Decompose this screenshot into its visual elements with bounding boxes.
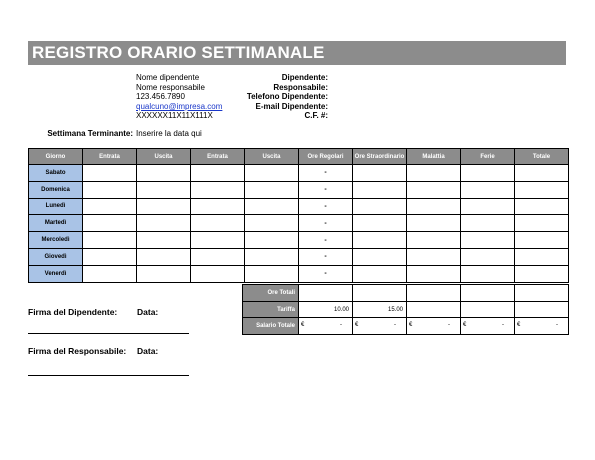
currency-symbol: € (409, 322, 413, 329)
cell-ore-straordinario[interactable] (353, 232, 407, 249)
amount-dash: - (556, 322, 558, 329)
cell-totale[interactable] (515, 232, 569, 249)
cell-uscita[interactable] (245, 181, 299, 198)
cell-ore-straordinario[interactable] (353, 248, 407, 265)
page-title: REGISTRO ORARIO SETTIMANALE (32, 43, 325, 62)
employee-phone[interactable]: 123.456.7890 (136, 92, 185, 102)
cell-uscita[interactable] (245, 232, 299, 249)
cell-ferie[interactable] (461, 198, 515, 215)
tariffa-malattia[interactable] (407, 301, 461, 318)
cell-entrata[interactable] (83, 165, 137, 182)
cell-ferie[interactable] (461, 181, 515, 198)
cell-uscita[interactable] (245, 265, 299, 282)
tariffa-totale[interactable] (515, 301, 569, 318)
cell-uscita[interactable] (137, 248, 191, 265)
totals-row-ore (243, 285, 569, 302)
cell-uscita[interactable] (137, 198, 191, 215)
manager-signature-line[interactable] (28, 375, 189, 376)
cell-entrata[interactable] (83, 248, 137, 265)
info-label: C.F. #: (304, 111, 328, 121)
cell-ferie[interactable] (461, 215, 515, 232)
day-label: Mercoledì (29, 232, 83, 249)
table-row (29, 165, 569, 182)
cell-ferie[interactable] (461, 265, 515, 282)
cell-ore-straordinario[interactable] (353, 265, 407, 282)
col-header: Entrata (191, 149, 245, 165)
cell-entrata[interactable] (83, 181, 137, 198)
employee-email-link[interactable]: qualcuno@impresa.com (136, 101, 223, 111)
cell-malattia[interactable] (407, 165, 461, 182)
salario-straordinario[interactable] (353, 318, 407, 335)
currency-symbol: € (355, 322, 359, 329)
cell-malattia[interactable] (407, 215, 461, 232)
cell-totale[interactable] (515, 181, 569, 198)
cell-entrata[interactable] (83, 265, 137, 282)
currency-symbol: € (463, 322, 467, 329)
cell-totale[interactable] (515, 215, 569, 232)
ore-totali-label: Ore Totali (243, 285, 299, 302)
cell-totale[interactable] (515, 165, 569, 182)
ore-totali-straordinario[interactable] (353, 285, 407, 302)
cell-entrata[interactable] (83, 198, 137, 215)
col-header: Ore Straordinario (353, 149, 407, 165)
cell-malattia[interactable] (407, 265, 461, 282)
cell-ore-straordinario[interactable] (353, 215, 407, 232)
tax-code[interactable]: XXXXXX11X11X111X (136, 111, 213, 121)
cell-ore-straordinario[interactable] (353, 165, 407, 182)
ore-totali-regolari[interactable] (299, 285, 353, 302)
info-row-cf (28, 111, 328, 121)
manager-signature-label: Firma del Responsabile: (28, 346, 127, 356)
cell-entrata[interactable] (83, 215, 137, 232)
table-row (29, 198, 569, 215)
cell-entrata[interactable] (191, 181, 245, 198)
cell-entrata[interactable] (83, 232, 137, 249)
cell-ferie[interactable] (461, 165, 515, 182)
cell-ore-regolari[interactable]: - (299, 198, 353, 215)
cell-entrata[interactable] (191, 215, 245, 232)
day-label: Lunedì (29, 198, 83, 215)
cell-malattia[interactable] (407, 181, 461, 198)
manager-name[interactable]: Nome responsabile (136, 82, 205, 92)
col-header: Uscita (245, 149, 299, 165)
cell-malattia[interactable] (407, 248, 461, 265)
cell-malattia[interactable] (407, 232, 461, 249)
cell-uscita[interactable] (137, 181, 191, 198)
day-label: Giovedì (29, 248, 83, 265)
title-bar (28, 41, 566, 65)
day-label: Venerdì (29, 265, 83, 282)
cell-totale[interactable] (515, 265, 569, 282)
tariffa-straordinario[interactable]: 15.00 (353, 301, 407, 318)
tariffa-regolari[interactable]: 10.00 (299, 301, 353, 318)
info-row-email (28, 102, 328, 112)
info-label: Dipendente: (281, 73, 328, 82)
salario-ferie[interactable] (461, 318, 515, 335)
table-row (29, 232, 569, 249)
manager-date-label: Data: (137, 346, 159, 356)
cell-totale[interactable] (515, 198, 569, 215)
cell-ore-regolari[interactable]: - (299, 165, 353, 182)
employee-name[interactable]: Nome dipendente (136, 73, 200, 82)
amount-dash: - (502, 322, 504, 329)
cell-entrata[interactable] (191, 165, 245, 182)
cell-uscita[interactable] (137, 165, 191, 182)
table-row (29, 265, 569, 282)
ore-totali-malattia[interactable] (407, 285, 461, 302)
cell-ore-regolari[interactable]: - (299, 232, 353, 249)
cell-ore-straordinario[interactable] (353, 198, 407, 215)
cell-entrata[interactable] (191, 248, 245, 265)
cell-totale[interactable] (515, 248, 569, 265)
cell-uscita[interactable] (245, 165, 299, 182)
cell-ore-regolari[interactable]: - (299, 181, 353, 198)
info-row-telefono (28, 92, 328, 102)
amount-dash: - (340, 322, 342, 329)
cell-ore-regolari[interactable]: - (299, 215, 353, 232)
info-row-responsabile (28, 83, 328, 93)
col-header: Totale (515, 149, 569, 165)
info-row-dipendente (28, 73, 328, 83)
col-header: Ferie (461, 149, 515, 165)
totals-row-salario (243, 318, 569, 335)
cell-entrata[interactable] (191, 232, 245, 249)
employee-info (28, 73, 328, 121)
cell-ore-straordinario[interactable] (353, 181, 407, 198)
day-label: Sabato (29, 165, 83, 182)
table-row (29, 215, 569, 232)
cell-uscita[interactable] (137, 232, 191, 249)
col-header: Giorno (29, 149, 83, 165)
table-header-row (29, 149, 569, 165)
table-row (29, 248, 569, 265)
cell-uscita[interactable] (137, 215, 191, 232)
cell-ore-regolari[interactable]: - (299, 248, 353, 265)
ore-totali-ferie[interactable] (461, 285, 515, 302)
day-label: Domenica (29, 181, 83, 198)
employee-signature-label: Firma del Dipendente: (28, 307, 118, 317)
cell-uscita[interactable] (245, 248, 299, 265)
day-label: Martedì (29, 215, 83, 232)
cell-entrata[interactable] (191, 265, 245, 282)
amount-dash: - (448, 322, 450, 329)
cell-entrata[interactable] (191, 198, 245, 215)
cell-malattia[interactable] (407, 198, 461, 215)
totals-table (242, 284, 569, 335)
currency-symbol: € (517, 322, 521, 329)
employee-signature-line[interactable] (28, 333, 189, 334)
totals-row-tariffa (243, 301, 569, 318)
week-ending-value[interactable]: Inserire la data qui (136, 129, 202, 138)
cell-uscita[interactable] (245, 215, 299, 232)
ore-totali-totale[interactable] (515, 285, 569, 302)
col-header: Ore Regolari (299, 149, 353, 165)
cell-uscita[interactable] (245, 198, 299, 215)
amount-dash: - (394, 322, 396, 329)
tariffa-label: Tariffa (243, 301, 299, 318)
currency-symbol: € (301, 322, 305, 329)
col-header: Uscita (137, 149, 191, 165)
cell-ore-regolari[interactable]: - (299, 265, 353, 282)
info-label: E-mail Dipendente: (255, 101, 328, 111)
timesheet-table (28, 148, 569, 283)
salario-regolari[interactable] (299, 318, 353, 335)
cell-ferie[interactable] (461, 232, 515, 249)
table-row (29, 181, 569, 198)
salario-malattia[interactable] (407, 318, 461, 335)
col-header: Malattia (407, 149, 461, 165)
info-label: Telefono Dipendente: (246, 92, 328, 102)
tariffa-ferie[interactable] (461, 301, 515, 318)
salario-totale[interactable] (515, 318, 569, 335)
employee-date-label: Data: (137, 307, 159, 317)
salario-totale-label: Salario Totale (243, 318, 299, 335)
week-ending-label: Settimana Terminante: (47, 129, 133, 138)
cell-uscita[interactable] (137, 265, 191, 282)
col-header: Entrata (83, 149, 137, 165)
info-label: Responsabile: (273, 82, 328, 92)
cell-ferie[interactable] (461, 248, 515, 265)
